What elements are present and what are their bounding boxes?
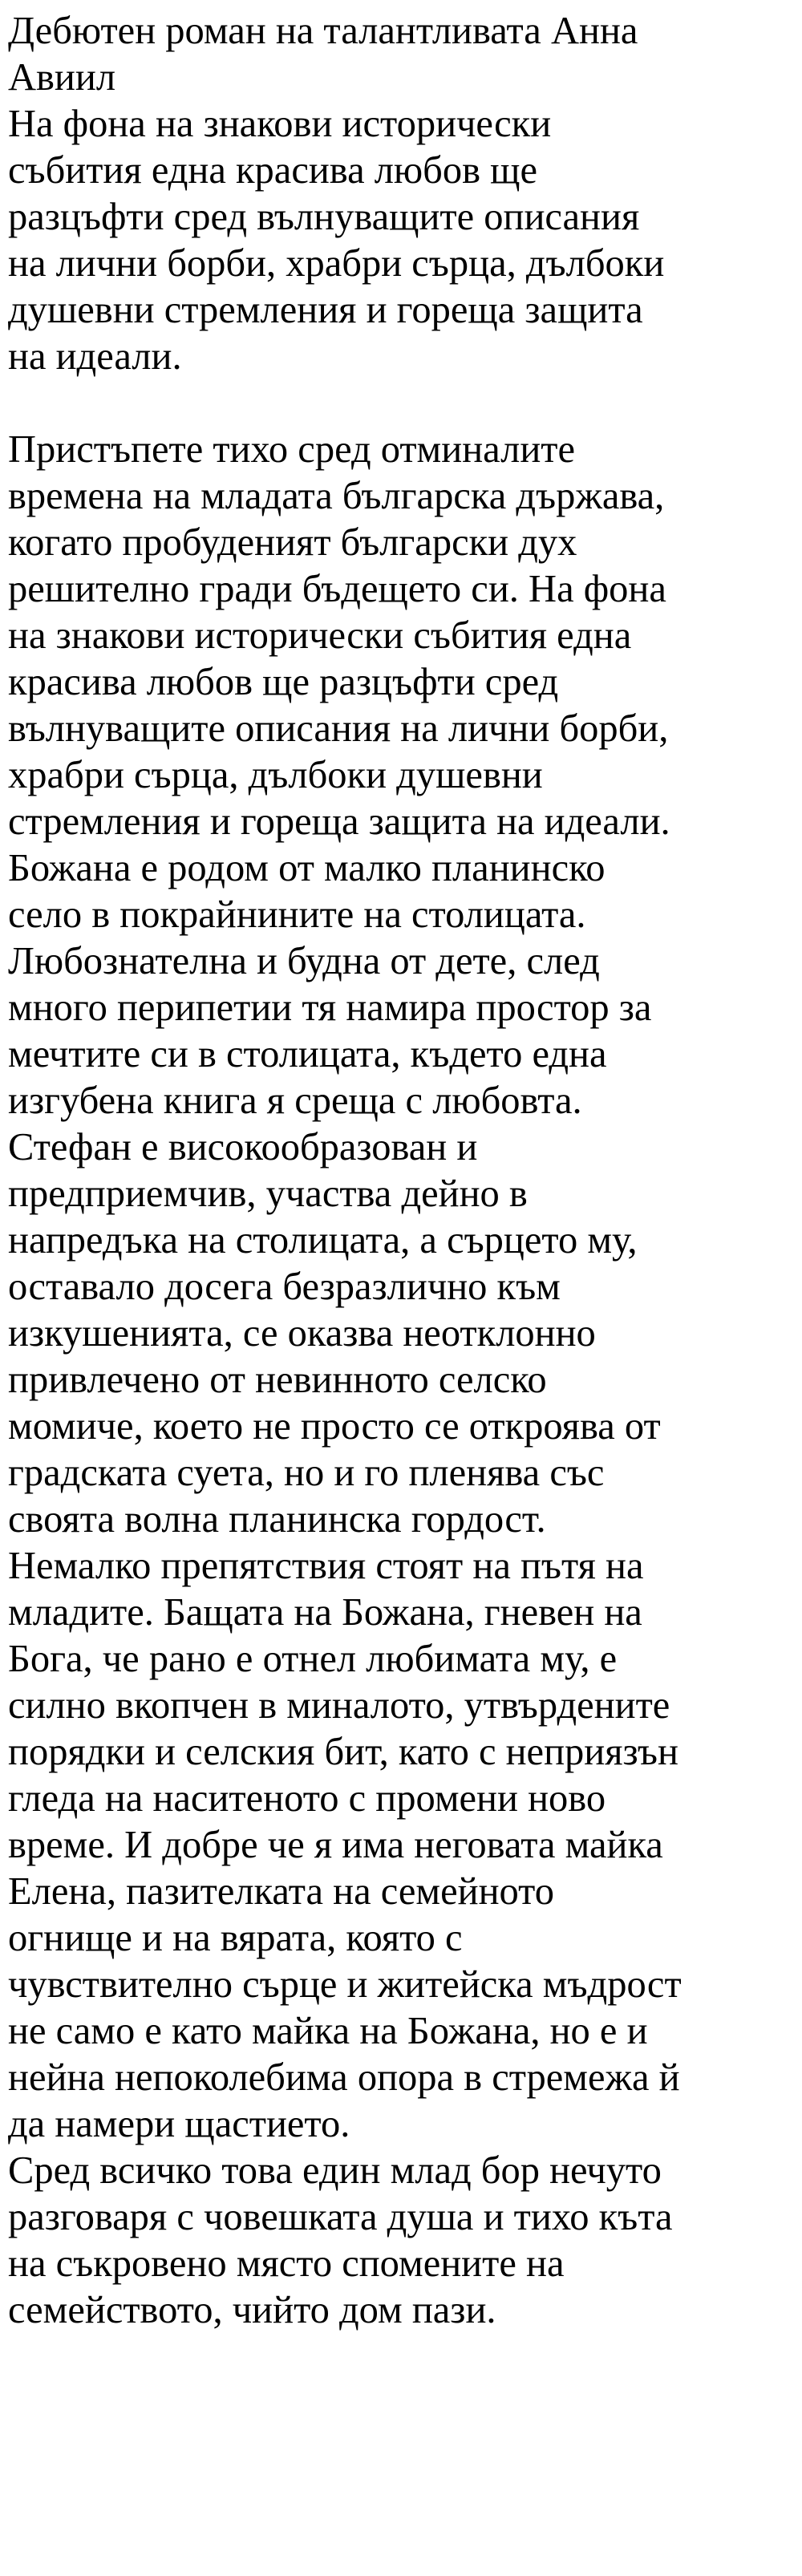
intro-paragraph: На фона на знакови исторически събития една красива любов ще разцъфти сред вълнуващите описания на лични борби, храбри сърца, дълбоки душевни стремления и гореща защита на идеали. — [8, 103, 665, 378]
synopsis-paragraph: Пристъпете тихо сред отминалите времена на младата българска държава, когато пробуденият български дух решително гради бъдещето си. На фона на знакови исторически събития една красива любов ще разцъфти сред вълнуващите описания на лични борби, храбри сърца, дълбоки душевни стремления и гореща защита на идеали. Божана е родом от малко планинско село в покрайнините на столицата. Любознателна и будна от дете, след много перипетии тя намира простор за мечтите си в столицата, където една изгубена книга я среща с любовта. Стефан е високообразован и предприемчив, участва дейно в напредъка на столицата, а сърцето му, оставало досега безразлично към изкушенията, се оказва неотклонно привлечено от невинното селско момиче, което не просто се откроява от градската суета, но и го пленява със своята волна планинска гордост. Немалко препятствия стоят на пътя на младите. Бащата на Божана, гневен на Бога, че рано е отнел любимата му, е силно вкопчен в миналото, утвърдените порядки и селския бит, като с неприязън гледа на наситеното с промени ново време. И добре че я има неговата майка Елена, пазителката на семейното огнище и на вярата, която с чувствително сърце и житейска мъдрост не само е като майка на Божана, но е и нейна непоколебима опора в стремежа й да намери щастието. Сред всичко това един млад бор нечуто разговаря с човешката душа и тихо къта на съкровено място спомените на семейството, чийто дом пази. — [8, 428, 682, 2331]
paragraph-spacer — [8, 380, 794, 427]
book-description — [8, 8, 794, 2334]
book-title-line: Дебютен роман на талантливата Анна Авиил — [8, 10, 638, 99]
